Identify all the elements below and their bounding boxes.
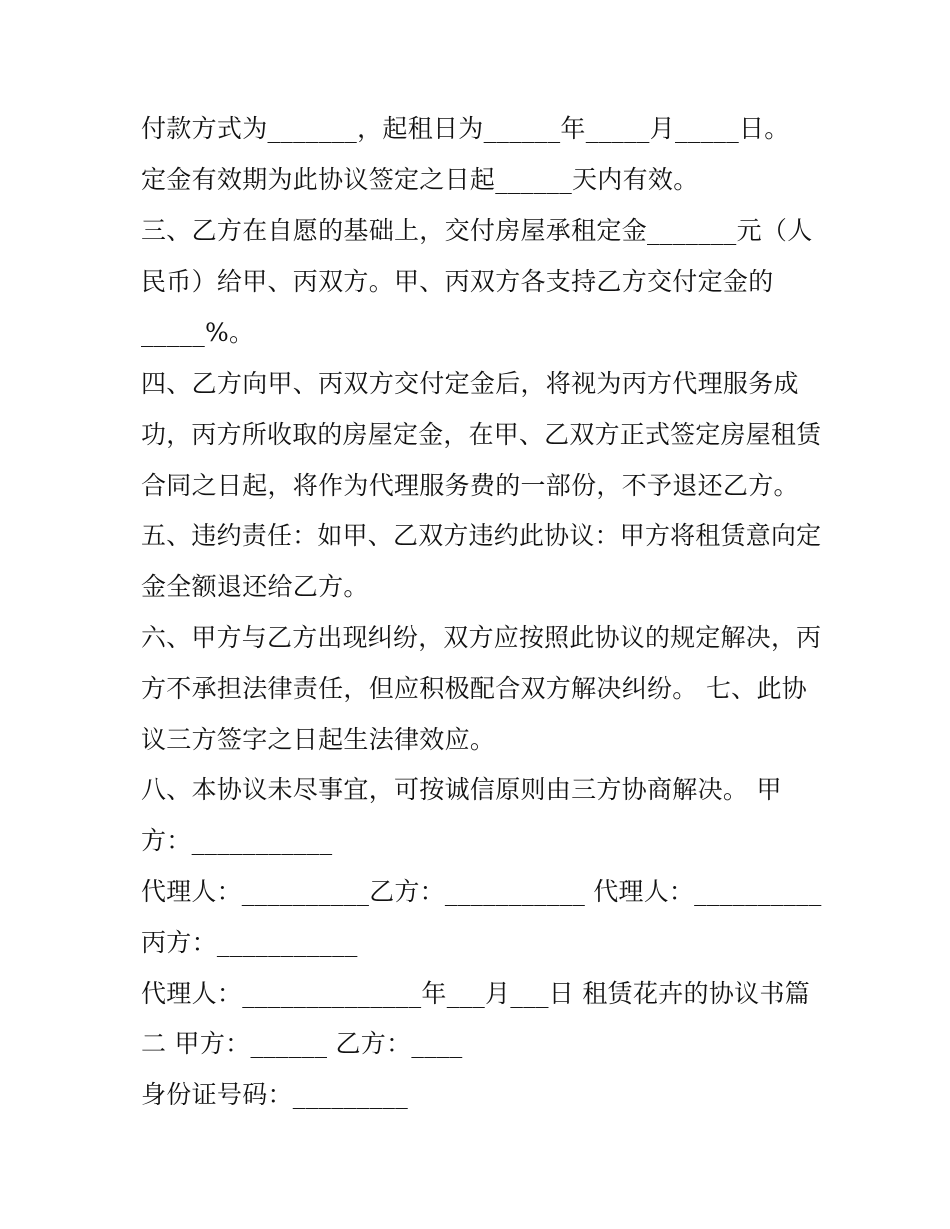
text-line: 四、乙方向甲、丙双方交付定金后，将视为丙方代理服务成 xyxy=(141,369,799,398)
text-line: 议三方签字之日起生法律效应。 xyxy=(141,725,496,754)
text-line: 方不承担法律责任，但应积极配合双方解决纠纷。 七、此协 xyxy=(141,674,808,703)
text-line: 方：___________ xyxy=(141,826,333,855)
text-line: 付款方式为_______，起租日为______年_____月_____日。 xyxy=(141,114,790,143)
text-line: 代理人：__________乙方：___________ 代理人：__________ xyxy=(141,877,822,906)
text-line: _____%。 xyxy=(141,318,255,347)
text-line: 丙方：___________ xyxy=(141,928,358,957)
text-line: 六、甲方与乙方出现纠纷，双方应按照此协议的规定解决，丙 xyxy=(141,623,822,652)
text-line: 金全额退还给乙方。 xyxy=(141,572,369,601)
text-line: 三、乙方在自愿的基础上，交付房屋承租定金_______元（人 xyxy=(141,216,813,245)
text-line: 定金有效期为此协议签定之日起______天内有效。 xyxy=(141,165,699,194)
text-line: 五、违约责任：如甲、乙双方违约此协议：甲方将租赁意向定 xyxy=(141,521,822,550)
text-line: 功，丙方所收取的房屋定金，在甲、乙双方正式签定房屋租赁 xyxy=(141,420,822,449)
text-line: 合同之日起，将作为代理服务费的一部份，不予退还乙方。 xyxy=(141,471,799,500)
text-line: 八、本协议未尽事宜，可按诚信原则由三方协商解决。 甲 xyxy=(141,775,782,804)
text-line: 二 甲方：______ 乙方：____ xyxy=(141,1029,463,1058)
text-line: 身份证号码：_________ xyxy=(141,1080,409,1109)
text-line: 民币）给甲、丙双方。甲、丙双方各支持乙方交付定金的 xyxy=(141,267,774,296)
text-line: 代理人：______________年___月___日 租赁花卉的协议书篇 xyxy=(141,979,811,1008)
